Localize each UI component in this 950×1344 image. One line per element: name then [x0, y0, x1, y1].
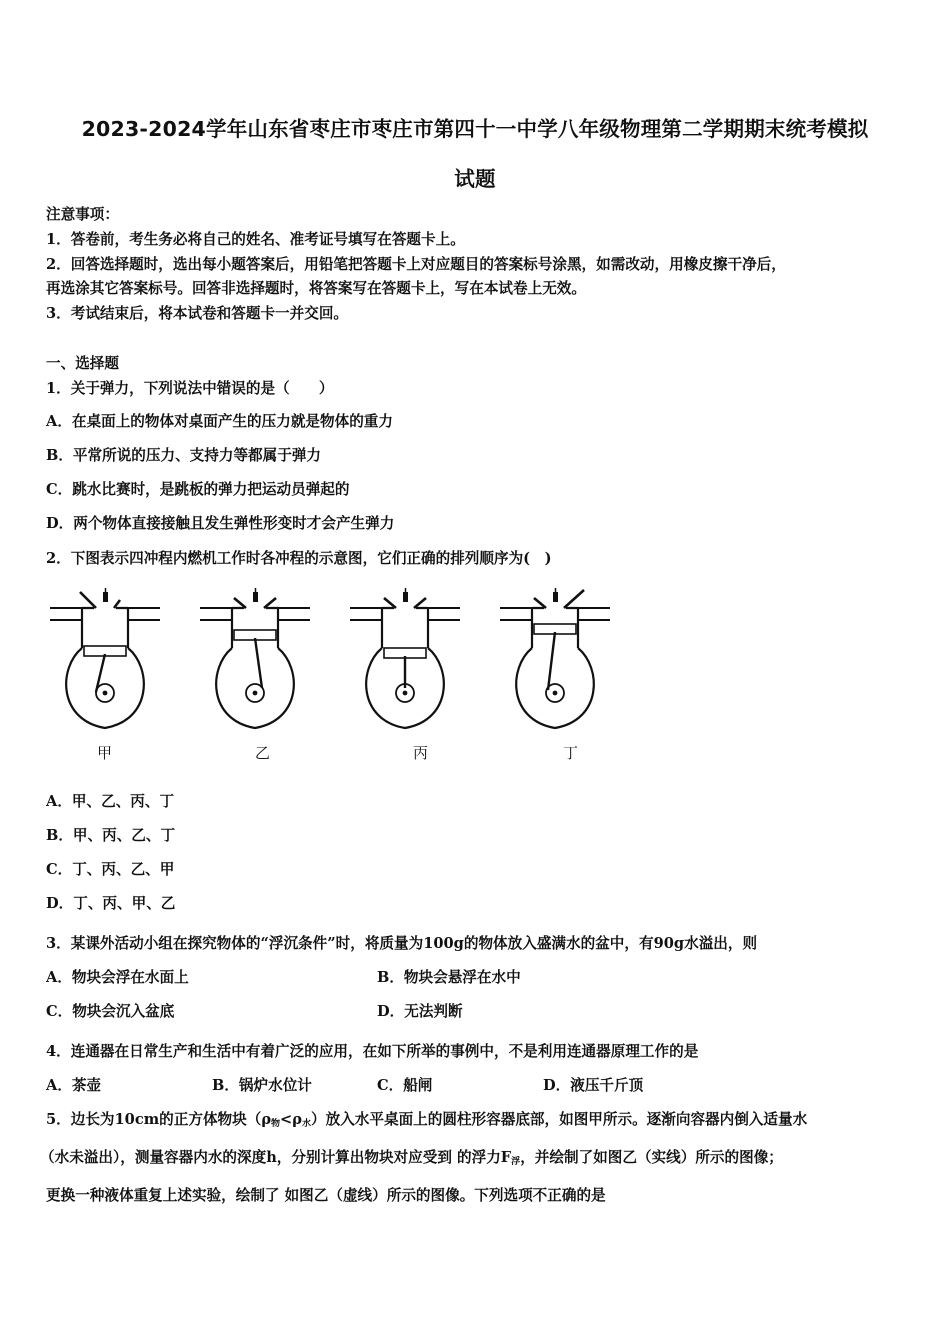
q5-text-2b: ，并绘制了如图乙（实线）所示的图像；: [520, 1149, 783, 1166]
q3-option-d: D．无法判断: [377, 1003, 463, 1020]
q4-option-a: A．茶壶: [46, 1077, 102, 1094]
exam-title-line2: 试题: [454, 167, 496, 191]
notice-item-2-cont: 再选涂其它答案标号。回答非选择题时，将答案写在答题卡上，写在本试卷上无效。: [46, 280, 586, 297]
q5-sub-fu: 浮: [511, 1157, 521, 1167]
q2-option-c: C．丁、丙、乙、甲: [46, 861, 175, 878]
q2-option-a: A．甲、乙、丙、丁: [46, 793, 175, 810]
q5-text-1c: ）放入水平桌面上的圆柱形容器底部，如图甲所示。逐渐向容器内倒入适量水: [311, 1111, 808, 1128]
figure-label-ding: 丁: [563, 744, 579, 762]
notice-item-1: 1．答卷前，考生务必将自己的姓名、准考证号填写在答题卡上。: [46, 231, 465, 248]
q5-text-1b: <ρ: [280, 1111, 302, 1128]
q4-option-c: C．船闸: [377, 1077, 433, 1094]
q2-option-d: D．丁、丙、甲、乙: [46, 895, 176, 912]
q3-stem: 3．某课外活动小组在探究物体的“浮沉条件”时，将质量为100g的物体放入盛满水的盆中，有90g水溢出，则: [46, 935, 758, 952]
q2-stem: 2．下图表示四冲程内燃机工作时各冲程的示意图，它们正确的排列顺序为( ): [46, 550, 552, 567]
q5-line-2: [40, 1146, 783, 1167]
figure-label-yi: 乙: [255, 744, 271, 762]
q1-option-a: A．在桌面上的物体对桌面产生的压力就是物体的重力: [46, 413, 393, 430]
notice-heading: 注意事项：: [46, 206, 119, 223]
exam-title-line1: 2023-2024学年山东省枣庄市枣庄市第四十一中学八年级物理第二学期期末统考模拟: [81, 117, 869, 141]
engine-strokes-figure: [50, 582, 630, 772]
figure-label-bing: 丙: [413, 744, 429, 762]
q5-sub-shui: 水: [301, 1119, 311, 1129]
q4-option-d: D．液压千斤顶: [543, 1077, 644, 1094]
notice-item-3: 3．考试结束后，将本试卷和答题卡一并交回。: [46, 305, 349, 322]
figure-label-jia: 甲: [97, 744, 113, 762]
q4-option-b: B．锅炉水位计: [212, 1077, 312, 1094]
q3-option-a: A．物块会浮在水面上: [46, 969, 189, 986]
q2-option-b: B．甲、丙、乙、丁: [46, 827, 176, 844]
q1-option-b: B．平常所说的压力、支持力等都属于弹力: [46, 447, 322, 464]
q3-option-b: B．物块会悬浮在水中: [377, 969, 521, 986]
q1-option-c: C．跳水比赛时，是跳板的弹力把运动员弹起的: [46, 481, 350, 498]
q1-stem: 1．关于弹力，下列说法中错误的是（ ）: [46, 380, 334, 397]
q5-line-1: [46, 1108, 807, 1129]
q1-option-d: D．两个物体直接接触且发生弹性形变时才会产生弹力: [46, 515, 395, 532]
section-heading: 一、选择题: [46, 355, 119, 372]
q5-text-2a: （水未溢出），测量容器内水的深度h，分别计算出物块对应受到 的浮力F: [40, 1149, 512, 1166]
q5-line-3: 更换一种液体重复上述实验，绘制了 如图乙（虚线）所示的图像。下列选项不正确的是: [46, 1187, 606, 1204]
q3-option-c: C．物块会沉入盆底: [46, 1003, 175, 1020]
q5-text-1a: 5．边长为10cm的正方体物块（ρ: [46, 1111, 272, 1128]
q5-sub-wu: 物: [271, 1119, 281, 1129]
engine-diagram-svg: [50, 582, 630, 742]
q4-stem: 4．连通器在日常生产和生活中有着广泛的应用，在如下所举的事例中，不是利用连通器原理工作的是: [46, 1043, 699, 1060]
notice-item-2: 2．回答选择题时，选出每小题答案后，用铅笔把答题卡上对应题目的答案标号涂黑，如需改动，用橡皮擦干净后，: [46, 256, 786, 273]
